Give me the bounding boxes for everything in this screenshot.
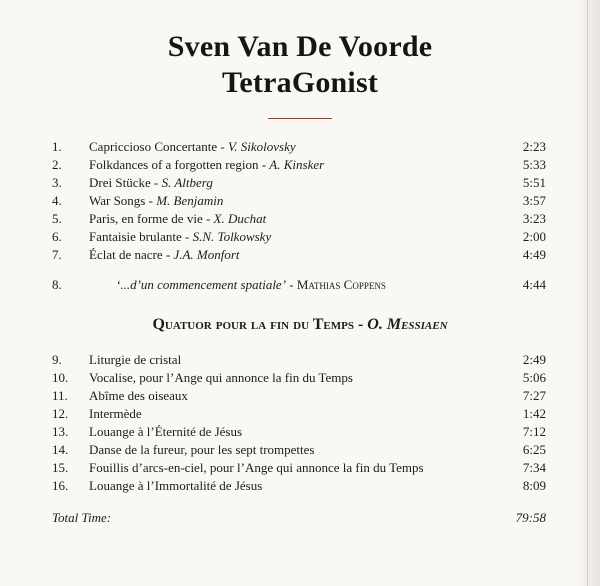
track-row xyxy=(0,387,600,405)
track-number: 8. xyxy=(52,277,62,292)
track-title: Paris, en forme de vie - xyxy=(89,211,214,226)
track-duration: 8:09 xyxy=(522,478,546,493)
track-title: Vocalise, pour l’Ange qui annonce la fin du Temps xyxy=(89,370,353,385)
artist-name: Sven Van De Voorde xyxy=(167,30,433,63)
track-composer: S. Altberg xyxy=(161,175,213,190)
section-composer: O. Messiaen xyxy=(367,316,448,333)
track-title: Folkdances of a forgotten region - xyxy=(89,157,270,172)
track-number: 9. xyxy=(52,352,62,367)
track-piece xyxy=(89,210,266,228)
track-row xyxy=(0,423,600,441)
total-time-label: Total Time: xyxy=(52,510,112,525)
track-title: Fouillis d’arcs-en-ciel, pour l’Ange qui annonce la fin du Temps xyxy=(89,460,424,475)
track-number: 3. xyxy=(52,175,62,190)
track-duration: 3:23 xyxy=(522,211,546,226)
track-composer: A. Kinsker xyxy=(269,157,325,172)
decorative-rule xyxy=(268,118,332,119)
track-title: Danse de la fureur, pour les sept trompettes xyxy=(89,442,315,457)
track-number: 14. xyxy=(52,442,69,457)
track-duration: 2:49 xyxy=(522,352,546,367)
track-piece xyxy=(89,174,213,192)
track-duration: 5:51 xyxy=(522,175,546,190)
track-composer: J.A. Monfort xyxy=(173,247,240,262)
track-number: 15. xyxy=(52,460,69,475)
track-duration: 6:25 xyxy=(522,442,546,457)
track-duration: 3:57 xyxy=(522,193,546,208)
track-composer: Mathias Coppens xyxy=(296,277,386,292)
track-title: ‘...d’un commencement spatiale’ xyxy=(116,277,287,292)
track-composer: S.N. Tolkowsky xyxy=(192,229,272,244)
track-row xyxy=(0,369,600,387)
track-title: Fantaisie brulante - xyxy=(89,229,193,244)
track-row xyxy=(0,174,600,192)
track-duration: 7:12 xyxy=(522,424,546,439)
track-composer: X. Duchat xyxy=(213,211,267,226)
track-duration: 4:49 xyxy=(522,247,546,262)
track-row xyxy=(0,477,600,495)
booklet-fold-line xyxy=(587,0,588,586)
track-row xyxy=(0,246,600,264)
track-number: 2. xyxy=(52,157,62,172)
track-duration: 7:27 xyxy=(522,388,546,403)
track-title: Drei Stücke - xyxy=(89,175,162,190)
track-number: 4. xyxy=(52,193,62,208)
track-composer: V. Sikolovsky xyxy=(227,139,296,154)
track-duration: 5:06 xyxy=(522,370,546,385)
track-duration: 4:44 xyxy=(522,277,546,292)
track-row xyxy=(0,192,600,210)
track-separator: - xyxy=(286,277,297,292)
track-number: 12. xyxy=(52,406,69,421)
track-piece xyxy=(89,192,223,210)
track-title: Abîme des oiseaux xyxy=(89,388,188,403)
track-number: 6. xyxy=(52,229,62,244)
track-row xyxy=(0,156,600,174)
track-number: 7. xyxy=(52,247,62,262)
track-number: 1. xyxy=(52,139,62,154)
track-duration: 2:23 xyxy=(522,139,546,154)
track-piece xyxy=(89,138,296,156)
track-title: War Songs - xyxy=(89,193,157,208)
total-time-value: 79:58 xyxy=(515,510,546,525)
track-title: Éclat de nacre - xyxy=(89,247,174,262)
track-row xyxy=(0,228,600,246)
track-title: Capriccioso Concertante - xyxy=(89,139,228,154)
total-time-row xyxy=(0,509,600,527)
track-title: Intermède xyxy=(89,406,142,421)
track-row xyxy=(0,441,600,459)
track-title: Liturgie de cristal xyxy=(89,352,182,367)
track-duration: 1:42 xyxy=(522,406,546,421)
album-title: TetraGonist xyxy=(221,66,379,99)
track-row xyxy=(0,138,600,156)
track-piece xyxy=(89,228,271,246)
track-duration: 2:00 xyxy=(522,229,546,244)
track-row xyxy=(0,210,600,228)
track-row xyxy=(0,459,600,477)
track-duration: 5:33 xyxy=(522,157,546,172)
section-heading xyxy=(0,316,600,334)
track-row xyxy=(0,405,600,423)
track-number: 5. xyxy=(52,211,62,226)
track-row xyxy=(0,276,600,294)
track-number: 10. xyxy=(52,370,69,385)
track-piece xyxy=(89,246,240,264)
track-duration: 7:34 xyxy=(522,460,546,475)
track-title: Louange à l’Éternité de Jésus xyxy=(89,424,243,439)
track-piece xyxy=(89,156,324,174)
track-title: Louange à l’Immortalité de Jésus xyxy=(89,478,263,493)
track-number: 13. xyxy=(52,424,69,439)
track-number: 16. xyxy=(52,478,69,493)
section-title: Quatuor pour la fin du Temps - xyxy=(152,316,368,333)
track-composer: M. Benjamin xyxy=(156,193,224,208)
track-number: 11. xyxy=(52,388,68,403)
track-row xyxy=(0,351,600,369)
track-piece xyxy=(116,276,386,294)
